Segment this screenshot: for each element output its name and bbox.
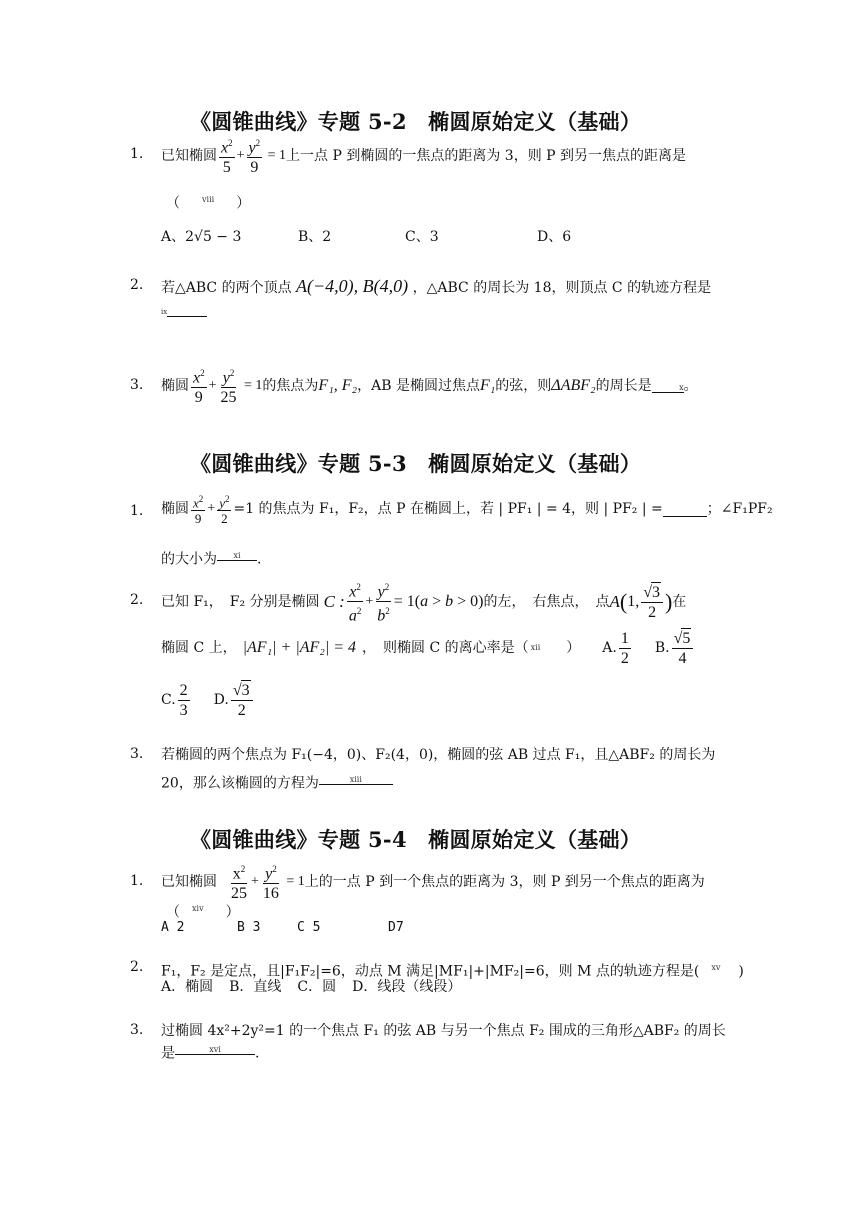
question-5-4-2-options	[161, 977, 461, 997]
question-number: 2.	[130, 592, 144, 608]
fraction-sqrt3-2: $\frac{√3}{2}$	[641, 582, 663, 622]
option-c: C．圆	[297, 979, 337, 995]
fraction-sqrt5-4: $\frac{√5}{4}$	[672, 628, 694, 668]
question-5-3-2-line2: 椭圆 C 上， |AF₁| + |AF₂| = 4 ， 则椭圆 C 的离心率是（ xii ） A. $\frac{1}{2}$ B. $\frac{√5}{4}$	[161, 628, 695, 668]
fraction-x2-25: $\frac{x^2}{25}$	[229, 860, 249, 903]
question-5-2-3-line1: 椭圆 $\frac{x^2}{9}$ + $\frac{y^2}{25}$ = 1 的焦点为 F₁, F₂ ，AB 是椭圆过焦点 F₁ 的弦，则 ΔABF₂ 的周长是 $^x$ 。	[161, 364, 698, 407]
question-number: 3.	[130, 1022, 144, 1038]
fraction-x2-5: $\frac{x^2}{5}$	[219, 134, 235, 177]
fraction-y2-9: $\frac{y^2}{9}$	[247, 134, 263, 177]
footnote-mark: xvi	[209, 1045, 221, 1054]
question-5-2-1-line1: 已知椭圆 $\frac{x^2}{5}$ + $\frac{y^2}{9}$ = 1 上一点 P 到椭圆的一焦点的距离为 3，则 P 到另一焦点的距离是	[161, 134, 686, 177]
question-5-3-1-line2: 的大小为 $^{xi}$ .	[161, 546, 261, 570]
footnote-mark: xi	[233, 551, 241, 560]
footnote-mark: xiii	[349, 775, 362, 784]
option-a: A、2√5 − 3	[161, 229, 242, 245]
fraction-x2-a2: $\frac{x^2}{a^2}$	[347, 578, 364, 626]
question-number: 1.	[130, 873, 144, 889]
answer-parens: （ $^{xiv}$ ）	[166, 904, 240, 921]
question-number: 2.	[130, 959, 144, 975]
fraction-sqrt3-2: $\frac{√3}{2}$	[231, 680, 253, 720]
option-d: D.	[213, 692, 229, 708]
question-number: 3.	[130, 377, 144, 393]
option-d: D7	[388, 920, 404, 935]
option-c: C.	[161, 692, 176, 708]
footnote-mark: x	[679, 383, 684, 393]
question-number: 1.	[130, 503, 144, 519]
option-b: B 3	[237, 920, 261, 935]
option-a: A．椭圆	[161, 979, 214, 995]
footnote-mark: viii	[202, 195, 215, 204]
fraction-2-3: $\frac{2}{3}$	[179, 681, 188, 719]
option-a: A 2	[161, 920, 185, 935]
foci-label: F₁, F₂	[318, 376, 358, 394]
question-5-4-1-line1: 已知椭圆 $\frac{x^2}{25}$ + $\frac{y^2}{16}$ = 1 上的一点 P 到一个焦点的距离为 3，则 P 到另一个焦点的距离为	[161, 860, 705, 903]
section-title-5-4: 《圆锥曲线》专题 5-4 椭圆原始定义（基础）	[190, 827, 642, 852]
option-d: D．线段（线段）	[352, 979, 462, 995]
question-5-2-2-line1: 若△ABC 的两个顶点 A(−4,0), B(4,0) ，△ABC 的周长为 18，则顶点 C 的轨迹方程是	[161, 276, 712, 296]
question-5-3-3-line1: 若椭圆的两个焦点为 F₁(−4，0)、F₂(4，0)，椭圆的弦 AB 过点 F₁，且△ABF₂ 的周长为	[161, 747, 716, 763]
fraction-1-2: $\frac{1}{2}$	[620, 629, 629, 667]
question-5-3-2-line3	[161, 680, 255, 720]
question-number: 2.	[130, 277, 144, 293]
answer-parens: （ $^{viii}$ ）	[166, 195, 251, 212]
question-number: 1.	[130, 146, 144, 162]
section-title-5-2: 《圆锥曲线》专题 5-2 椭圆原始定义（基础）	[190, 109, 642, 134]
answer-blank-line	[161, 302, 207, 323]
footnote-mark: xii	[530, 643, 541, 652]
footnote-mark: xiv	[192, 904, 204, 913]
fraction-y2-b2: $\frac{y^2}{b^2}$	[375, 578, 392, 626]
question-5-4-3-line2: 是 $^{xvi}$ .	[161, 1040, 259, 1064]
question-5-3-3-line2: 20，那么该椭圆的方程为 $^{xiii}$	[161, 770, 393, 794]
question-number: 3.	[130, 746, 144, 762]
fraction-x2-9: $\frac{x^2}{9}$	[191, 364, 207, 407]
option-c: C 5	[297, 920, 321, 935]
vertices-formula: A(−4,0), B(4,0)	[296, 276, 409, 296]
option-b: B.	[654, 640, 670, 656]
question-5-3-1-line1: 椭圆 $\frac{x^2}{9}$ + $\frac{y^2}{2}$ =1 的焦点为 F₁，F₂，点 P 在椭圆上，若 | PF₁ | = 4，则 | PF₂ | = ；∠F₁PF₂	[161, 494, 773, 527]
option-c: C、3	[405, 229, 439, 245]
fraction-y2-2: $\frac{y^2}{2}$	[219, 494, 230, 527]
section-title-5-3: 《圆锥曲线》专题 5-3 椭圆原始定义（基础）	[190, 451, 642, 476]
question-5-4-2-line1: F₁，F₂ 是定点，且|F₁F₂|=6，动点 M 满足|MF₁|+|MF₂|=6，则 M 点的轨迹方程是( $^{xv}$ )	[161, 963, 744, 980]
footnote-mark: xv	[711, 963, 721, 972]
fraction-y2-16: $\frac{y^2}{16}$	[261, 860, 281, 903]
question-text: 上一点 P 到椭圆的一焦点的距离为 3，则 P 到另一焦点的距离是	[286, 147, 687, 164]
footnote-mark: ix	[161, 308, 168, 316]
question-5-4-3-line1: 过椭圆 4x²+2y²=1 的一个焦点 F₁ 的弦 AB 与另一个焦点 F₂ 围成的三角形△ABF₂ 的周长	[161, 1023, 726, 1039]
option-d: D、6	[537, 229, 572, 245]
option-b: B、2	[298, 229, 332, 245]
question-text: 已知椭圆	[161, 147, 217, 164]
question-5-3-2-line1: 已知 F₁， F₂ 分别是椭圆 C : $\frac{x^2}{a^2}$ + $\frac{y^2}{b^2}$ = 1(a > b > 0) 的左， 右焦点， 点 A ( 1, $\frac{√3}{2}$ ) 在	[161, 578, 686, 626]
fraction-x2-9: $\frac{x^2}{9}$	[193, 494, 204, 527]
option-b: B．直线	[229, 979, 282, 995]
fraction-y2-25: $\frac{y^2}{25}$	[219, 364, 239, 407]
option-a: A.	[602, 640, 617, 656]
